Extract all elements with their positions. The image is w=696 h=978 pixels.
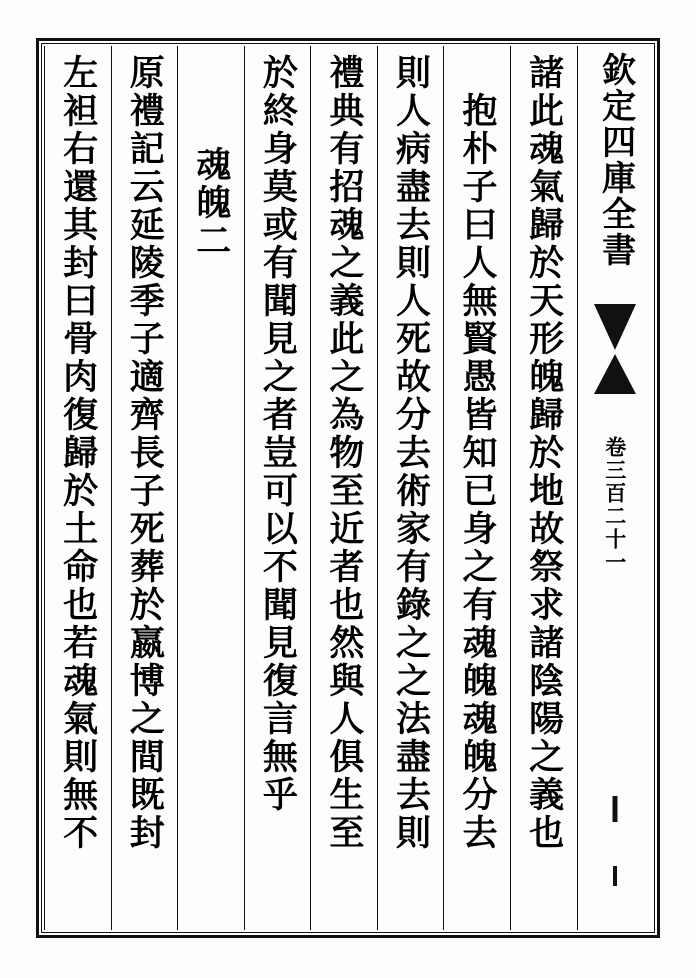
- text-column-3: [377, 46, 444, 930]
- text-columns: [44, 46, 652, 930]
- column-text: 左袒右還其封曰骨肉復歸於土命也若魂氣則無不: [57, 54, 99, 852]
- column-text: 禮典有招魂之義此之為物至近者也然與人俱生至: [323, 54, 365, 852]
- column-text: 原禮記云延陵季子適齊長子死葬於嬴博之間既封: [124, 54, 166, 852]
- spine-mark-icon: [612, 796, 617, 822]
- section-heading: 魂魄二: [190, 146, 232, 260]
- text-column-4: [310, 46, 377, 930]
- column-text: 於終身莫或有聞見之者豈可以不聞見復言無乎: [257, 54, 299, 814]
- spine-mark-lower-icon: [613, 866, 617, 886]
- fish-tail-lower-icon: [594, 354, 636, 394]
- juan-number: 卷三百二十一: [602, 436, 628, 574]
- fish-tail-icon: [594, 304, 636, 350]
- text-column-2: [443, 46, 510, 930]
- spine-column: [577, 46, 653, 930]
- text-column-1: [510, 46, 577, 930]
- work-title: 欽定四庫全書: [595, 52, 636, 268]
- text-column-7: [111, 46, 178, 930]
- text-column-8: [44, 46, 111, 930]
- column-text: 諸此魂氣歸於天形魄歸於地故祭求諸陰陽之義也: [523, 54, 565, 852]
- column-text: 則人病盡去則人死故分去術家有錄之之法盡去則: [390, 54, 432, 852]
- column-text: 抱朴子曰人無賢愚皆知已身之有魂魄魂魄分去: [457, 92, 499, 852]
- section-heading-column: [177, 46, 244, 930]
- text-column-5: [244, 46, 311, 930]
